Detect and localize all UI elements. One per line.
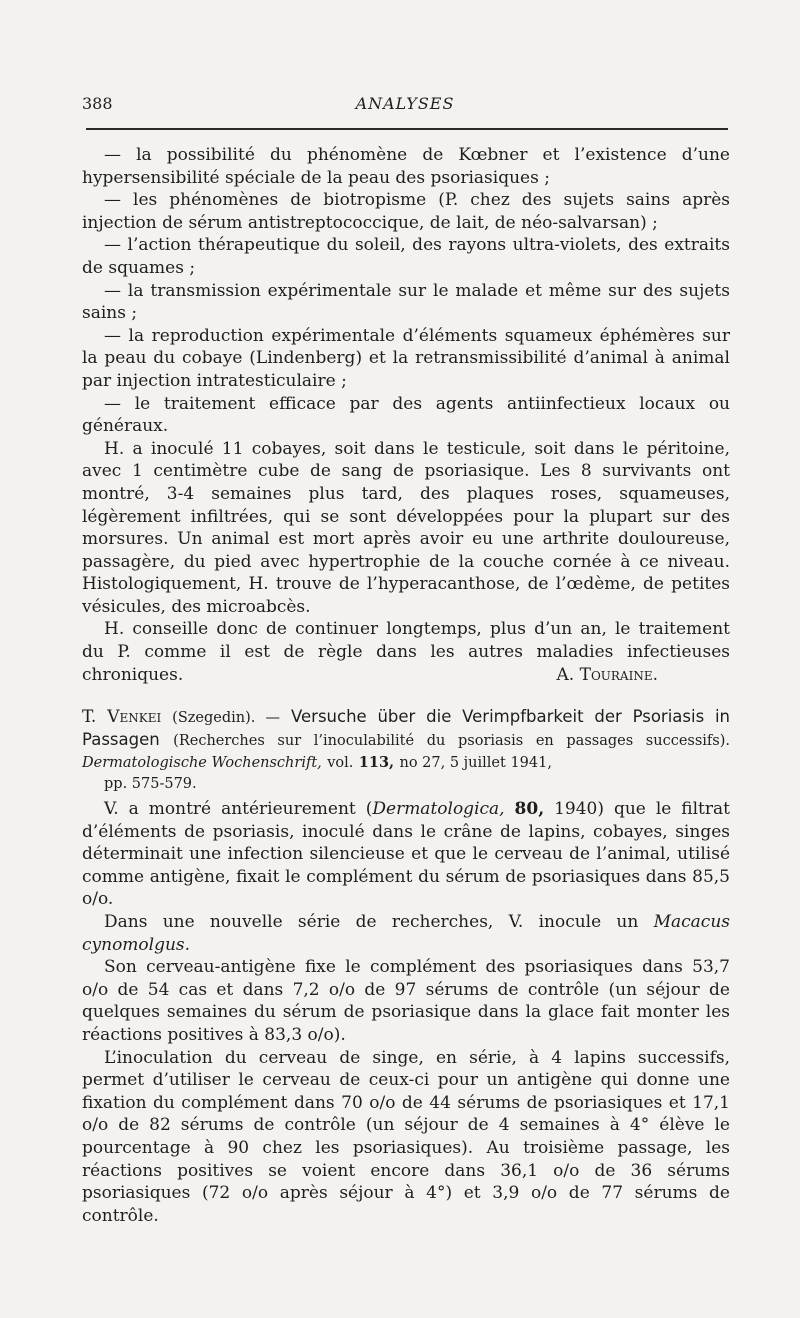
list-item: — l’action thérapeutique du soleil, des rayons ultra-violets, des extraits de squames ; bbox=[82, 235, 730, 278]
paragraph: L’inoculation du cerveau de singe, en série, à 4 lapins successifs, permet d’utiliser le cerveau de ceux-ci pour un antigène qui donne une fixation du complément dans 70 o/o de 44 sérums de psoriasiques et 17,1 o/o de 82 sérums de contrôle (un séjour de 4 semaines à 4° élève le pourcentage à 90 chez les psoriasiques). Au troisième passage, les réactions positives se voient encore dans 36,1 o/o de 36 sérums psoriasiques (72 o/o après séjour à 4°) et 3,9 o/o de 77 sérums de contrôle. bbox=[82, 1047, 730, 1226]
reference-vol-label: vol. bbox=[327, 755, 354, 772]
reference-title-german: Versuche über die Verimpfbarkeit der Psoriasis in Passagen bbox=[82, 707, 731, 749]
paragraph bbox=[82, 618, 730, 686]
species-name: Macacus cynomolgus. bbox=[82, 912, 730, 955]
article-body bbox=[82, 144, 730, 1227]
paragraph: H. a inoculé 11 cobayes, soit dans le testicule, soit dans le péritoine, avec 1 centimètre cube de sang de psoriasique. Les 8 survivants ont montré, 3-4 semaines plus tard, des plaques roses, squameuses, légèrement infiltrées, qui se sont développées pour la plupart sur des morsures. Un animal est mort après avoir eu une arthrite douloureuse, passagère, du pied avec hypertrophie de la couche cornée à ce niveau. Histologiquement, H. trouve de l’hyperacanthose, de l’œdème, de petites vésicules, des microabcès. bbox=[82, 438, 730, 617]
cited-journal: Dermatologica, bbox=[372, 799, 505, 820]
reference-volume: 113, bbox=[358, 754, 395, 772]
reference-issue: no 27, 5 juillet 1941, bbox=[399, 755, 552, 772]
reference-journal: Dermatologische Wochenschrift, bbox=[82, 755, 322, 772]
reference-pages: pp. 575-579. bbox=[104, 776, 197, 793]
list-item: — la possibilité du phénomène de Kœbner et l’existence d’une hypersensibilité spéciale de la peau des psoriasiques ; bbox=[82, 145, 730, 188]
paragraph-text: H. conseille donc de continuer longtemps, plus d’un an, le traitement du P. comme il est de règle dans les autres maladies infectieuses chroniques. bbox=[82, 619, 730, 685]
paragraph-text: V. a montré antérieurement ( bbox=[104, 799, 373, 820]
signature: A. Touraine. bbox=[556, 664, 658, 685]
cited-volume: 80, bbox=[514, 799, 545, 820]
paragraph-text: 1940) que le filtrat d’éléments de psoriasis, inoculé dans le crâne de lapins, cobayes, singes déterminait une infection silencieuse et que le cerveau de l’animal, utilisé comme antigène, fixait le complément du sérum de psoriasiques dans 85,5 o/o. bbox=[82, 799, 730, 910]
paragraph bbox=[82, 798, 730, 911]
reference-entry bbox=[82, 706, 730, 794]
paragraph-text: Dans une nouvelle série de recherches, V. inocule un bbox=[104, 912, 654, 932]
running-head: ANALYSES bbox=[355, 94, 455, 113]
reference-place: (Szegedin). — bbox=[172, 710, 281, 727]
list-item: — la reproduction expérimentale d’éléments squameux éphémères sur la peau du cobaye (Lindenberg) et la retransmissibilité d’animal à animal par injection intratesticulaire ; bbox=[82, 325, 730, 391]
page-number: 388 bbox=[82, 94, 113, 113]
list-item: — le traitement efficace par des agents antiinfectieux locaux ou généraux. bbox=[82, 393, 730, 437]
page-header bbox=[82, 94, 728, 120]
list-item: — les phénomènes de biotropisme (P. chez des sujets sains après injection de sérum antistreptococcique, de lait, de néo-salvarsan) ; bbox=[82, 190, 730, 233]
list-item: — la transmission expérimentale sur le malade et même sur des sujets sains ; bbox=[82, 280, 730, 324]
paragraph bbox=[82, 911, 730, 956]
reference-author: T. Venkei bbox=[82, 707, 162, 728]
header-rule bbox=[86, 128, 728, 130]
paragraph: Son cerveau-antigène fixe le complément des psoriasiques dans 53,7 o/o de 54 cas et dans 7,2 o/o de 97 sérums de contrôle (un séjour de quelques semaines du sérum de psoriasique dans la glace fait monter les réactions positives à 83,3 o/o). bbox=[82, 957, 730, 1045]
reference-title-french: (Recherches sur l’inoculabilité du psoriasis en passages successifs). bbox=[173, 732, 731, 749]
